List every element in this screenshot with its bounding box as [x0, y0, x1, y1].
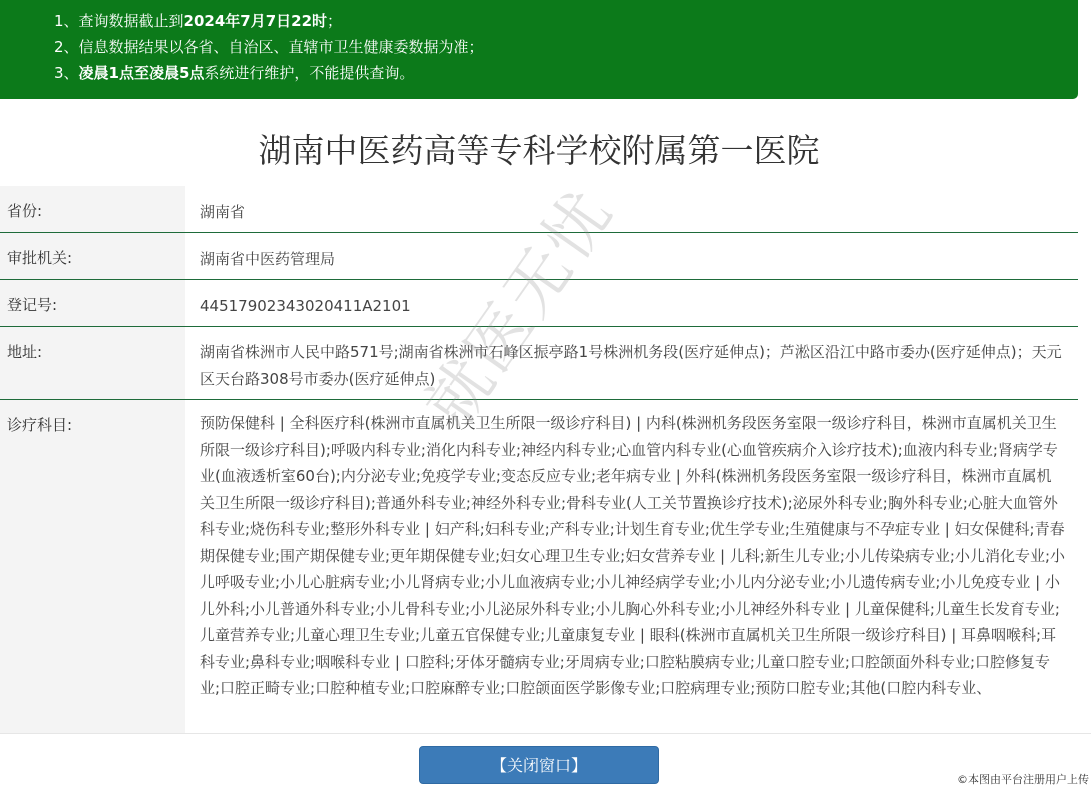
- notice-text: 2、信息数据结果以各省、自治区、直辖市卫生健康委数据为准；: [54, 38, 484, 56]
- row-province: [0, 186, 1078, 233]
- notice-maintenance-time: 凌晨1点至凌晨5点: [78, 64, 205, 82]
- watermark-logo: 就医无忧: [412, 175, 629, 442]
- notice-text: ；: [327, 12, 343, 30]
- address-label: 地址:: [0, 327, 185, 399]
- row-address: [0, 327, 1078, 400]
- hospital-title: 湖南中医药高等专科学校附属第一医院: [258, 131, 820, 170]
- row-departments: [0, 400, 1078, 760]
- close-window-button[interactable]: 【关闭窗口】: [419, 746, 659, 784]
- hospital-info-table: [0, 186, 1078, 760]
- notice-text: 系统进行维护，不能提供查询。: [204, 64, 415, 82]
- notice-banner: [0, 0, 1078, 99]
- notice-line-3: [54, 60, 1078, 86]
- authority-label: 审批机关:: [0, 233, 185, 279]
- notice-line-1: [54, 8, 1078, 34]
- authority-value: 湖南省中医药管理局: [200, 250, 336, 268]
- notice-line-2: [54, 34, 1078, 60]
- departments-label: 诊疗科目:: [0, 400, 185, 760]
- departments-value: 预防保健科 | 全科医疗科(株洲市直属机关卫生所限一级诊疗科目) | 内科(株洲机务段医务室限一级诊疗科目，株洲市直属机关卫生所限一级诊疗科目);呼吸内科专业;消化内科专业;神经内科专业;心血管内科专业(心血管疾病介入诊疗技术);血液内科专业;肾病学专业(血液透析室60台);内分泌专业;免疫学专业;变态反应专业;老年病专业 | 外科(株洲机务段医务室限一级诊疗科目，株洲市直属机关卫生所限一级诊疗科目);普通外科专业;神经外科专业;骨科专业(人工关节置换诊疗技术);泌尿外科专业;胸外科专业;心脏大血管外科专业;烧伤科专业;整形外科专业 | 妇产科;妇科专业;产科专业;计划生育专业;优生学专业;生殖健康与不孕症专业 | 妇女保健科;青春期保健专业;围产期保健专业;更年期保健专业;妇女心理卫生专业;妇女营养专业 | 儿科;新生儿专业;小儿传染病专业;小儿消化专业;小儿呼吸专业;小儿心脏病专业;小儿肾病专业;小儿血液病专业;小儿神经病学专业;小儿内分泌专业;小儿遗传病专业;小儿免疫专业 | 小儿外科;小儿普通外科专业;小儿骨科专业;小儿泌尿外科专业;小儿胸心外科专业;小儿神经外科专业 | 儿童保健科;儿童生长发育专业;儿童营养专业;儿童心理卫生专业;儿童五官保健专业;儿童康复专业 | 眼科(株洲市直属机关卫生所限一级诊疗科目) | 耳鼻咽喉科;耳科专业;鼻科专业;咽喉科专业 | 口腔科;牙体牙髓病专业;牙周病专业;口腔粘膜病专业;儿童口腔专业;口腔颌面外科专业;口腔修复专业;口腔正畸专业;口腔种植专业;口腔麻醉专业;口腔颌面医学影像专业;口腔病理专业;预防口腔专业;其他(口腔内科专业、: [200, 414, 1066, 697]
- upload-credit: ©本图由平台注册用户上传: [957, 773, 1089, 786]
- province-value: 湖南省: [200, 203, 246, 221]
- notice-text: 3、: [54, 64, 79, 82]
- registration-label: 登记号:: [0, 280, 185, 326]
- address-value: 湖南省株洲市人民中路571号;湖南省株洲市石峰区振亭路1号株洲机务段(医疗延伸点)；芦淞区沿江中路市委办(医疗延伸点)；天元区天台路308号市委办(医疗延伸点): [200, 343, 1062, 388]
- registration-value: 44517902343020411A2101: [200, 297, 411, 315]
- province-label: 省份:: [0, 186, 185, 232]
- notice-text: 1、查询数据截止到: [54, 12, 184, 30]
- row-authority: [0, 233, 1078, 280]
- notice-deadline: 2024年7月7日22时: [183, 12, 328, 30]
- row-registration: [0, 280, 1078, 327]
